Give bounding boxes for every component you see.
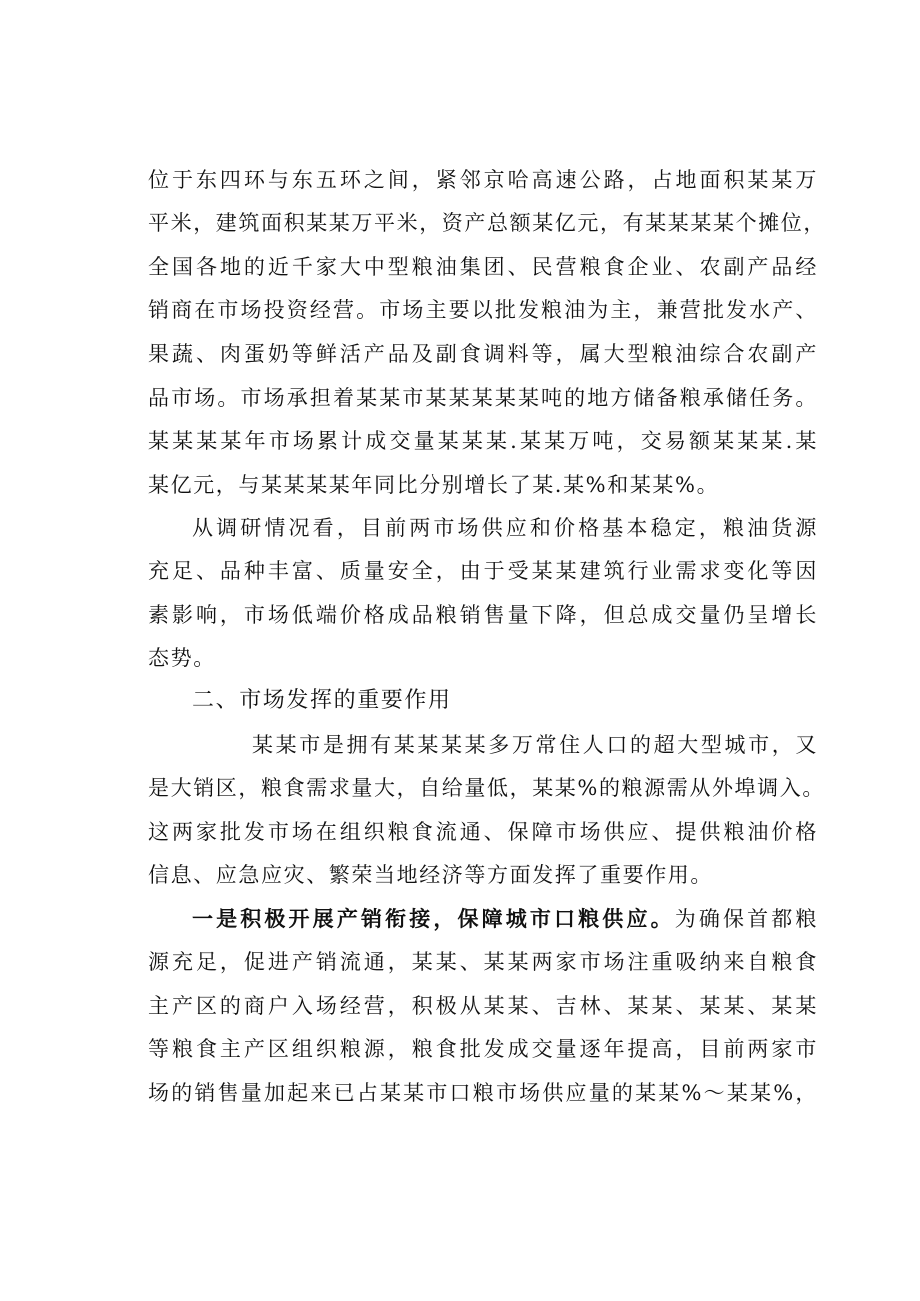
paragraph1-line-1: 位于东四环与东五环之间，紧邻京哈高速公路，占地面积某某万	[148, 168, 818, 192]
paragraph4-line-3: 主产区的商户入场经营，积极从某某、吉林、某某、某某、某某	[148, 994, 818, 1018]
paragraph3-line-4: 信息、应急应灾、繁荣当地经济等方面发挥了重要作用。	[148, 863, 713, 887]
paragraph2-line-2: 充足、品种丰富、质量安全，由于受某某建筑行业需求变化等因	[148, 559, 818, 583]
paragraph4-line-4: 等粮食主产区组织粮源，粮食批发成交量逐年提高，目前两家市	[148, 1037, 818, 1061]
paragraph2-line-4: 态势。	[148, 646, 216, 670]
paragraph3-line-2: 是大销区，粮食需求量大，自给量低，某某%的粮源需从外埠调入。	[148, 776, 825, 800]
paragraph1-line-6: 品市场。市场承担着某某市某某某某某吨的地方储备粮承储任务。	[148, 386, 818, 410]
paragraph4-line-1	[192, 904, 818, 934]
paragraph1-line-3: 全国各地的近千家大中型粮油集团、民营粮食企业、农副产品经	[148, 255, 818, 279]
paragraph1-line-7: 某某某某年市场累计成交量某某某.某某万吨，交易额某某某.某	[148, 429, 818, 453]
paragraph4-first-rest: 为确保首都粮	[674, 907, 818, 931]
paragraph1-line-8: 某亿元，与某某某某年同比分别增长了某.某%和某某%。	[148, 473, 720, 497]
paragraph3-line-3: 这两家批发市场在组织粮食流通、保障市场供应、提供粮油价格	[148, 820, 818, 844]
paragraph1-line-4: 销商在市场投资经营。市场主要以批发粮油为主，兼营批发水产、	[148, 298, 818, 322]
paragraph4-line-5: 场的销售量加起来已占某某市口粮市场供应量的某某%～某某%，	[148, 1081, 818, 1105]
paragraph4-line-2: 源充足，促进产销流通，某某、某某两家市场注重吸纳来自粮食	[148, 950, 818, 974]
paragraph2-line-3: 素影响，市场低端价格成品粮销售量下降，但总成交量仍呈增长	[148, 603, 818, 627]
paragraph1-line-5: 果蔬、肉蛋奶等鲜活产品及副食调料等，属大型粮油综合农副产	[148, 342, 818, 366]
paragraph4-lead: 一是积极开展产销衔接，保障城市口粮供应。	[192, 906, 675, 931]
section-heading: 二、市场发挥的重要作用	[192, 688, 452, 713]
paragraph1-line-2: 平米，建筑面积某某万平米，资产总额某亿元，有某某某某个摊位，	[148, 211, 826, 235]
paragraph3-line-1: 某某市是拥有某某某某多万常住人口的超大型城市，又	[252, 733, 818, 757]
paragraph2-line-1: 从调研情况看，目前两市场供应和价格基本稳定，粮油货源	[192, 516, 818, 540]
